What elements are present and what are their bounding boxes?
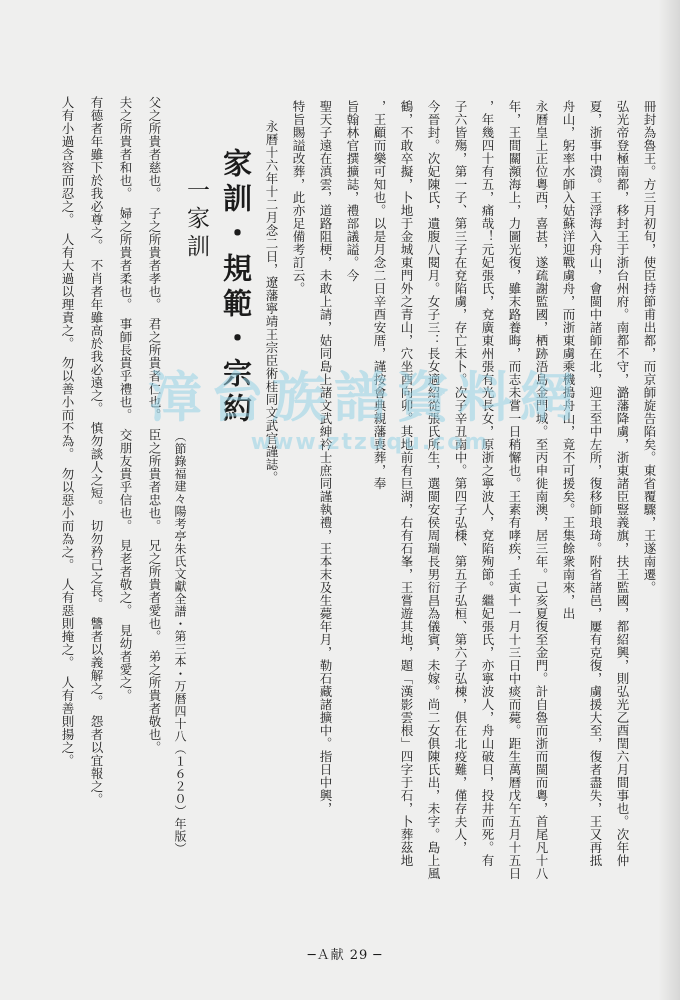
text-column: 人有小過含容而忍之。 人有大過以理責之。 勿以善小而不為。 勿以惡小而為之。 人有惡則掩之。 人有善則揚之。 (60, 96, 75, 767)
text-column: 永曆十六年十二月念二日，遼藩寧靖王宗臣術桂同文武官謹誌。 (264, 120, 279, 484)
text-column: 夏，浙事中潰。王浮海入舟山，會閩中諸師在北，迎王至中左所，復移師琅琦。附省諸邑，屢有克復，虜援大至，復者盡失，王又再抵 (588, 100, 603, 867)
watermark-text: 漳台族譜資料網 (148, 366, 582, 429)
source-note: （節錄福建々陽考亭朱氏文獻全譜・第三本・万暦四十八（１６２０）年版） (173, 430, 187, 855)
text-column: 舟山，躬率水師入姑蘇洋迎戰虜舟，而浙東虜乘機搗舟山，竟不可援矣。王集餘衆南來，出 (561, 100, 576, 620)
page-number: ─Ａ献 29 ─ (307, 948, 383, 963)
text-column: 有德者年雖下於我必尊之。 不肖者年雖高於我必遠之。 慎勿談人之短。 切勿矜己之長。 讐者以義解之。 怨者以宜報之。 (89, 96, 104, 806)
section-title: 家訓・規範・宗約 (219, 148, 253, 428)
text-column: 年，王間關瀕海上，力圖光復，雖末路養晦，而志未嘗一日稍懈也。王素有哮疾，壬寅十一月十三日中痰而薨。距生萬曆戊午五月十五日 (507, 100, 522, 880)
text-column: 今晉封。次妃陳氏，遺腹八閱月。女子三：長女適紹從張氏所生，選閩安侯周瑞長男衍昌為儀賓，未嫁。尚二女俱陳氏出，未字。島上風 (426, 100, 441, 880)
text-column: 子六皆殤，第一子、第三子在兗陷虜，存亡未卜。次子辛丑南中。第四子弘棅、第五子弘桓、第六子弘棟，俱在北疫難，僅存夫人， (453, 100, 468, 854)
text-column: 冊封為魯王。方三月初旬，使臣持節甫出都，而京師旋告陷矣。東省覆驟，王遂南遷。 (642, 100, 657, 594)
section-subtitle: 一家訓 (183, 178, 209, 262)
text-column: 父之所貴者慈也。 子之所貴者孝也。 君之所貴者仁也。 臣之所貴者忠也。 兄之所貴者愛也。 弟之所貴者敬也。 (147, 96, 162, 754)
text-column: ，王顧而樂可知也。以是月念二日辛酉安厝，謹按會典親藩喪葬，奉 (372, 100, 387, 490)
text-column: 鶴，不敢卒擬，卜地于金城東門外之青山，穴坐酉向卯。其地前有巨湖，右有石峯，王嘗遊其地，題「漢影雲根」四字于石，卜葬茲地 (399, 100, 414, 867)
text-column: ，年幾四十有五，痛哉！元妃張氏，兗廣東州張有光長女，原浙之寧波人，兗陷殉節。繼妃張氏，亦寧波人，舟山破日，投井而死。有 (480, 100, 495, 867)
text-column: 弘光帝登極南都，移封王于浙台州府。南都不守，潞藩降虜，浙東諸臣豎義旗，扶王監國，都紹興，則弘光乙酉閏六月間事也。次年仲 (615, 100, 630, 867)
text-column: 永曆皇上正位粵西，喜甚，遂疏謝監國，栖跡浯島金門城。至丙申徙南澳，居三年。己亥夏復至金門。計自魯而浙而閩而粵，首尾凡十八 (534, 100, 549, 880)
watermark-url: www.ztzuqu.com (250, 430, 490, 455)
text-column: 夫之所貴者和也。 婦之所貴者柔也。 事師長貴乎禮也。 交朋友貴乎信也。 見老者敬之。 見幼者愛之。 (118, 96, 133, 702)
text-column: 聖天子遠在滇雲，道路阻梗，未敢上請，姑同島上諸文武紳衿士庶同謹執禮，王本末及生薨年月，勒石藏諸擴中。指日中興， (318, 100, 333, 815)
text-column: 旨翰林官撰擴誌，禮部議謚。今 (345, 100, 360, 282)
text-column: 特旨賜謚改葬，此亦足備考訂云。 (291, 100, 306, 295)
